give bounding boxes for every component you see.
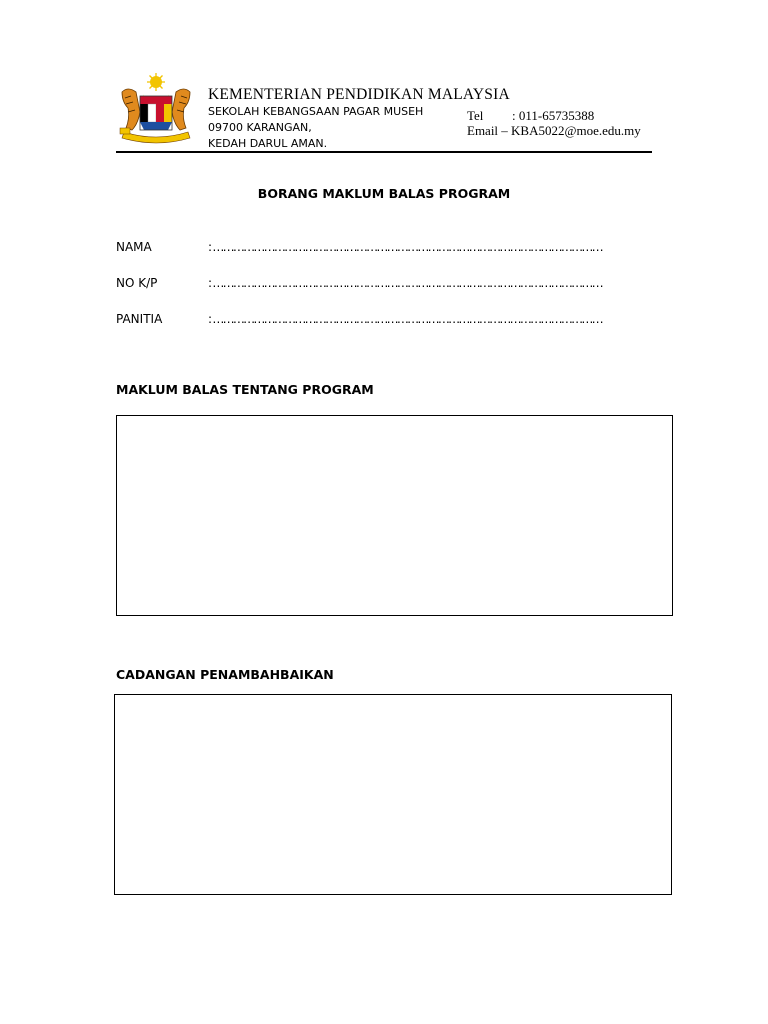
field-input-nama[interactable]: : …………………………………………………………………………………………………… (208, 240, 602, 254)
field-input-panitia[interactable]: : …………………………………………………………………………………………………… (208, 312, 602, 326)
tel-label: Tel (467, 108, 484, 123)
coat-of-arms-logo (116, 72, 196, 146)
suggestion-textbox[interactable] (114, 694, 672, 895)
feedback-heading: MAKLUM BALAS TENTANG PROGRAM (116, 382, 374, 397)
address-line-2: KEDAH DARUL AMAN. (208, 137, 328, 150)
header-divider (116, 151, 652, 153)
field-input-nokp[interactable]: : …………………………………………………………………………………………………… (208, 276, 602, 290)
address-line-1: 09700 KARANGAN, (208, 121, 312, 134)
suggestion-heading: CADANGAN PENAMBAHBAIKAN (116, 667, 334, 682)
tel-value: : 011-65735388 (512, 108, 595, 123)
field-label-panitia: PANITIA (116, 312, 163, 326)
field-label-nama: NAMA (116, 240, 152, 254)
school-name: SEKOLAH KEBANGSAAN PAGAR MUSEH (208, 105, 424, 118)
email-line: Email – KBA5022@moe.edu.my (467, 123, 641, 138)
field-label-nokp: NO K/P (116, 276, 158, 290)
feedback-textbox[interactable] (116, 415, 673, 616)
ministry-name: KEMENTERIAN PENDIDIKAN MALAYSIA (208, 86, 510, 103)
form-title: BORANG MAKLUM BALAS PROGRAM (257, 186, 511, 201)
